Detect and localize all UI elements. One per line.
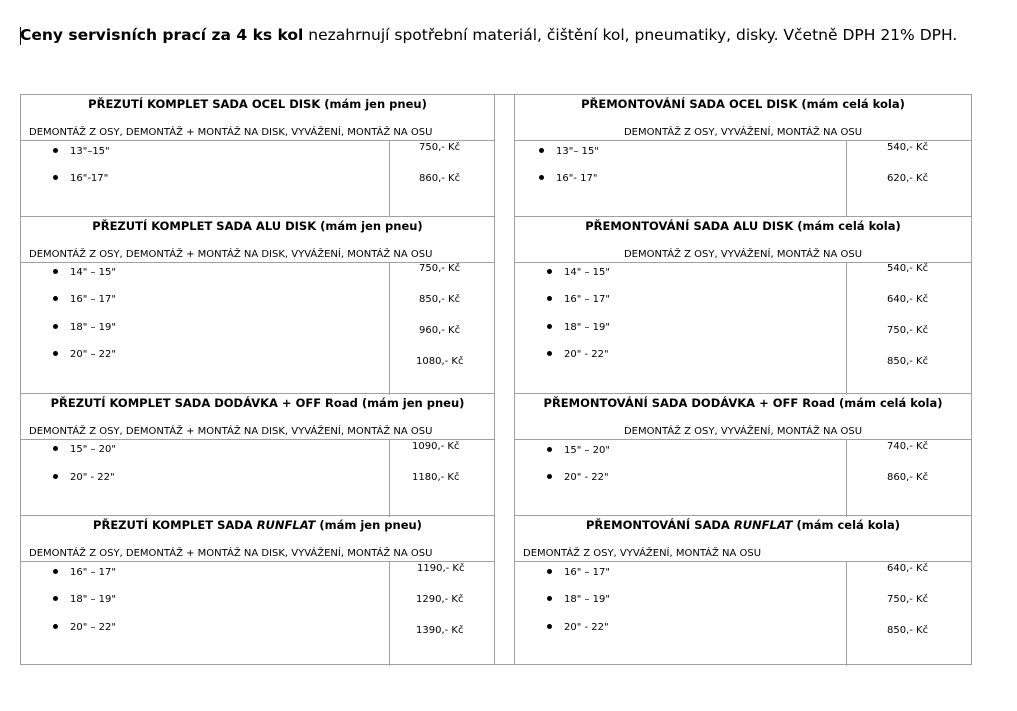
section-subtitle: DEMONTÁŽ Z OSY, VYVÁŽENÍ, MONTÁŽ NA OSU <box>623 127 863 138</box>
price-value: 750,- Kč <box>887 594 929 605</box>
price-value: 1080,- Kč <box>416 356 464 367</box>
section-alu-tyre-change <box>21 216 494 395</box>
section-steel-tyre-change <box>21 95 494 217</box>
intro-line <box>20 26 957 44</box>
list-item: 18" – 19" <box>547 322 610 333</box>
price-value: 850,- Kč <box>887 356 929 367</box>
price-value: 750,- Kč <box>419 263 461 274</box>
section-van-tyre-change <box>21 393 494 517</box>
bullet-icon <box>53 596 58 601</box>
list-item: 20" - 22" <box>547 472 609 483</box>
section-header <box>21 516 494 562</box>
list-item: 18" – 19" <box>53 594 116 605</box>
section-body <box>21 141 494 217</box>
bullet-icon <box>547 569 552 574</box>
list-item: 14" – 15" <box>547 267 610 278</box>
list-item: 16"- 17" <box>539 173 597 184</box>
section-title: PŘEMONTOVÁNÍ SADA DODÁVKA + OFF Road (mám celá kola) <box>543 396 943 410</box>
list-item: 20" - 22" <box>53 472 115 483</box>
price-value: 750,- Kč <box>419 142 461 153</box>
section-body <box>515 141 971 217</box>
intro-bold: Ceny servisních prací za 4 ks kol <box>20 26 304 44</box>
bullet-icon <box>53 624 58 629</box>
price-value: 1180,- Kč <box>412 472 460 483</box>
section-title: PŘEZUTÍ KOMPLET SADA RUNFLAT (mám jen pneu) <box>93 518 422 532</box>
section-alu-remount <box>515 216 971 395</box>
price-value: 540,- Kč <box>887 263 929 274</box>
section-steel-remount <box>515 95 971 217</box>
section-subtitle: DEMONTÁŽ Z OSY, DEMONTÁŽ + MONTÁŽ NA DISK, VYVÁŽENÍ, MONTÁŽ NA OSU <box>29 127 433 138</box>
price-column <box>846 562 971 666</box>
bullet-icon <box>539 148 544 153</box>
price-value: 1390,- Kč <box>416 625 464 636</box>
table-gap-column <box>494 94 515 665</box>
price-value: 540,- Kč <box>887 142 929 153</box>
price-value: 620,- Kč <box>887 173 929 184</box>
section-subtitle: DEMONTÁŽ Z OSY, DEMONTÁŽ + MONTÁŽ NA DISK, VYVÁŽENÍ, MONTÁŽ NA OSU <box>29 249 433 260</box>
bullet-icon <box>547 269 552 274</box>
section-subtitle: DEMONTÁŽ Z OSY, VYVÁŽENÍ, MONTÁŽ NA OSU <box>623 249 863 260</box>
price-value: 740,- Kč <box>887 441 929 452</box>
section-header <box>515 217 971 263</box>
list-item: 16" – 17" <box>547 567 610 578</box>
price-value: 860,- Kč <box>887 472 929 483</box>
list-item: 20" – 22" <box>53 622 116 633</box>
list-item: 20" - 22" <box>547 622 609 633</box>
section-van-remount <box>515 393 971 517</box>
section-header <box>515 394 971 440</box>
section-header <box>515 516 971 562</box>
right-price-table <box>514 94 972 665</box>
bullet-icon <box>547 324 552 329</box>
section-title: PŘEZUTÍ KOMPLET SADA ALU DISK (mám jen pneu) <box>92 219 423 233</box>
bullet-icon <box>53 324 58 329</box>
bullet-icon <box>53 296 58 301</box>
list-item: 13"–15" <box>53 146 110 157</box>
section-header <box>21 394 494 440</box>
price-value: 1290,- Kč <box>416 594 464 605</box>
section-body <box>21 562 494 666</box>
section-title: PŘEMONTOVÁNÍ SADA OCEL DISK (mám celá kola) <box>581 97 905 111</box>
section-body <box>21 440 494 517</box>
bullet-icon <box>53 269 58 274</box>
section-title: PŘEZUTÍ KOMPLET SADA DODÁVKA + OFF Road (mám jen pneu) <box>50 396 465 410</box>
bullet-icon <box>539 175 544 180</box>
section-title: PŘEMONTOVÁNÍ SADA RUNFLAT (mám celá kola) <box>585 518 901 532</box>
section-header <box>21 217 494 263</box>
bullet-icon <box>53 351 58 356</box>
bullet-icon <box>547 351 552 356</box>
price-value: 860,- Kč <box>419 173 461 184</box>
list-item: 16" – 17" <box>53 567 116 578</box>
list-item: 20" - 22" <box>547 349 609 360</box>
bullet-icon <box>53 446 58 451</box>
list-item: 18" – 19" <box>547 594 610 605</box>
list-item: 15" – 20" <box>53 444 116 455</box>
bullet-icon <box>547 624 552 629</box>
section-subtitle: DEMONTÁŽ Z OSY, DEMONTÁŽ + MONTÁŽ NA DISK, VYVÁŽENÍ, MONTÁŽ NA OSU <box>29 426 433 437</box>
list-item: 16"-17" <box>53 173 108 184</box>
price-value: 640,- Kč <box>887 294 929 305</box>
bullet-icon <box>547 474 552 479</box>
list-item: 16" – 17" <box>53 294 116 305</box>
section-subtitle: DEMONTÁŽ Z OSY, VYVÁŽENÍ, MONTÁŽ NA OSU <box>523 548 762 559</box>
price-value: 850,- Kč <box>887 625 929 636</box>
section-header <box>21 95 494 141</box>
price-value: 850,- Kč <box>419 294 461 305</box>
bullet-icon <box>547 447 552 452</box>
section-subtitle: DEMONTÁŽ Z OSY, DEMONTÁŽ + MONTÁŽ NA DISK, VYVÁŽENÍ, MONTÁŽ NA OSU <box>29 548 433 559</box>
price-value: 640,- Kč <box>887 563 929 574</box>
section-body <box>515 562 971 666</box>
price-value: 1190,- Kč <box>417 563 465 574</box>
section-runflat-remount <box>515 515 971 666</box>
section-runflat-tyre-change <box>21 515 494 666</box>
section-body <box>515 440 971 517</box>
bullet-icon <box>53 569 58 574</box>
list-item: 16" – 17" <box>547 294 610 305</box>
list-item: 15" – 20" <box>547 445 610 456</box>
price-column <box>389 562 494 666</box>
bullet-icon <box>547 296 552 301</box>
list-item: 20" – 22" <box>53 349 116 360</box>
section-subtitle: DEMONTÁŽ Z OSY, VYVÁŽENÍ, MONTÁŽ NA OSU <box>623 426 863 437</box>
left-price-table <box>20 94 495 665</box>
bullet-icon <box>53 474 58 479</box>
bullet-icon <box>53 175 58 180</box>
bullet-icon <box>53 148 58 153</box>
list-item: 14" – 15" <box>53 267 116 278</box>
list-item: 18" – 19" <box>53 322 116 333</box>
list-item: 13"– 15" <box>539 146 599 157</box>
section-title: PŘEZUTÍ KOMPLET SADA OCEL DISK (mám jen pneu) <box>88 97 427 111</box>
intro-rest: nezahrnují spotřební materiál, čištění kol, pneumatiky, disky. Včetně DPH 21% DPH. <box>303 26 958 44</box>
price-value: 960,- Kč <box>419 325 461 336</box>
bullet-icon <box>547 596 552 601</box>
price-value: 1090,- Kč <box>412 441 460 452</box>
section-title: PŘEMONTOVÁNÍ SADA ALU DISK (mám celá kola) <box>585 219 901 233</box>
section-body <box>515 263 971 395</box>
price-value: 750,- Kč <box>887 325 929 336</box>
section-header <box>515 95 971 141</box>
section-body <box>21 263 494 395</box>
